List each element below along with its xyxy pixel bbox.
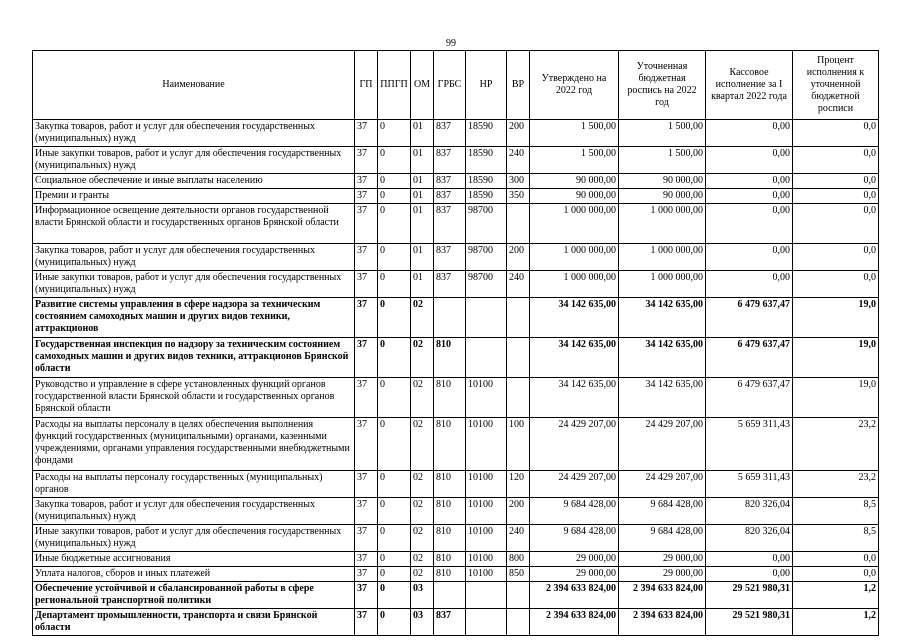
cell-approved: 29 000,00 bbox=[530, 567, 619, 582]
cell-gp: 37 bbox=[355, 471, 378, 498]
cell-percent: 0,0 bbox=[793, 147, 879, 174]
cell-refined: 29 000,00 bbox=[619, 552, 706, 567]
cell-pgp: 0 bbox=[378, 244, 411, 271]
cell-refined: 1 000 000,00 bbox=[619, 204, 706, 244]
cell-approved: 90 000,00 bbox=[530, 189, 619, 204]
cell-gp: 37 bbox=[355, 244, 378, 271]
cell-cash: 5 659 311,43 bbox=[706, 471, 793, 498]
header-np: НР bbox=[466, 51, 507, 120]
table-row bbox=[33, 609, 879, 636]
cell-pgp: 0 bbox=[378, 271, 411, 298]
table-header-row bbox=[33, 51, 879, 120]
cell-vr bbox=[507, 609, 530, 636]
cell-om: 03 bbox=[411, 582, 434, 609]
cell-approved: 9 684 428,00 bbox=[530, 498, 619, 525]
budget-table bbox=[32, 50, 879, 636]
cell-refined: 29 000,00 bbox=[619, 567, 706, 582]
table-row bbox=[33, 298, 879, 338]
cell-om: 02 bbox=[411, 552, 434, 567]
cell-vr: 200 bbox=[507, 120, 530, 147]
cell-grbs: 810 bbox=[434, 567, 466, 582]
cell-np: 98700 bbox=[466, 204, 507, 244]
cell-percent: 1,2 bbox=[793, 582, 879, 609]
cell-name: Иные закупки товаров, работ и услуг для обеспечения государственных (муниципальных) нужд bbox=[33, 525, 355, 552]
cell-pgp: 0 bbox=[378, 204, 411, 244]
cell-np: 10100 bbox=[466, 378, 507, 418]
cell-cash: 0,00 bbox=[706, 552, 793, 567]
cell-np: 10100 bbox=[466, 567, 507, 582]
cell-np bbox=[466, 582, 507, 609]
table-row bbox=[33, 189, 879, 204]
table-body bbox=[33, 120, 879, 636]
cell-np: 10100 bbox=[466, 498, 507, 525]
cell-vr bbox=[507, 378, 530, 418]
cell-name: Руководство и управление в сфере установленных функций органов государственной власти Брянской области и государственных органов Брянской области bbox=[33, 378, 355, 418]
cell-grbs: 837 bbox=[434, 609, 466, 636]
header-pgp: ППГП bbox=[378, 51, 411, 120]
header-om: ОМ bbox=[411, 51, 434, 120]
cell-vr: 240 bbox=[507, 271, 530, 298]
cell-gp: 37 bbox=[355, 525, 378, 552]
cell-approved: 1 000 000,00 bbox=[530, 271, 619, 298]
cell-approved: 24 429 207,00 bbox=[530, 418, 619, 471]
cell-om: 02 bbox=[411, 498, 434, 525]
cell-grbs: 810 bbox=[434, 498, 466, 525]
cell-percent: 8,5 bbox=[793, 498, 879, 525]
cell-np: 98700 bbox=[466, 244, 507, 271]
cell-cash: 0,00 bbox=[706, 244, 793, 271]
header-name: Наименование bbox=[33, 51, 355, 120]
cell-np: 18590 bbox=[466, 147, 507, 174]
cell-grbs bbox=[434, 298, 466, 338]
table-row bbox=[33, 582, 879, 609]
cell-name: Уплата налогов, сборов и иных платежей bbox=[33, 567, 355, 582]
cell-np bbox=[466, 298, 507, 338]
cell-om: 01 bbox=[411, 271, 434, 298]
cell-np: 98700 bbox=[466, 271, 507, 298]
cell-name: Государственная инспекция по надзору за техническим состоянием самоходных машин и других видов техники, аттракционов Брянской области bbox=[33, 338, 355, 378]
cell-approved: 2 394 633 824,00 bbox=[530, 582, 619, 609]
cell-om: 01 bbox=[411, 244, 434, 271]
cell-refined: 34 142 635,00 bbox=[619, 338, 706, 378]
cell-np: 10100 bbox=[466, 552, 507, 567]
cell-percent: 19,0 bbox=[793, 378, 879, 418]
table-row bbox=[33, 418, 879, 471]
cell-om: 01 bbox=[411, 204, 434, 244]
cell-name: Расходы на выплаты персоналу государственных (муниципальных) органов bbox=[33, 471, 355, 498]
cell-name: Развитие системы управления в сфере надзора за техническим состоянием самоходных машин и других видов техники, аттракционов bbox=[33, 298, 355, 338]
cell-refined: 90 000,00 bbox=[619, 189, 706, 204]
cell-name: Департамент промышленности, транспорта и связи Брянской области bbox=[33, 609, 355, 636]
cell-om: 01 bbox=[411, 120, 434, 147]
cell-approved: 34 142 635,00 bbox=[530, 338, 619, 378]
cell-pgp: 0 bbox=[378, 498, 411, 525]
cell-approved: 24 429 207,00 bbox=[530, 471, 619, 498]
cell-cash: 0,00 bbox=[706, 147, 793, 174]
table-row bbox=[33, 204, 879, 244]
cell-cash: 820 326,04 bbox=[706, 525, 793, 552]
cell-vr: 850 bbox=[507, 567, 530, 582]
cell-percent: 0,0 bbox=[793, 552, 879, 567]
cell-name: Обеспечение устойчивой и сбалансированной работы в сфере региональной транспортной политики bbox=[33, 582, 355, 609]
cell-cash: 6 479 637,47 bbox=[706, 378, 793, 418]
cell-pgp: 0 bbox=[378, 378, 411, 418]
cell-approved: 2 394 633 824,00 bbox=[530, 609, 619, 636]
cell-vr bbox=[507, 204, 530, 244]
cell-percent: 0,0 bbox=[793, 174, 879, 189]
cell-percent: 23,2 bbox=[793, 418, 879, 471]
cell-approved: 90 000,00 bbox=[530, 174, 619, 189]
header-percent: Процент исполнения к уточненной бюджетной росписи bbox=[793, 51, 879, 120]
cell-grbs: 810 bbox=[434, 418, 466, 471]
cell-percent: 23,2 bbox=[793, 471, 879, 498]
cell-percent: 0,0 bbox=[793, 204, 879, 244]
cell-om: 02 bbox=[411, 298, 434, 338]
header-cash: Кассовое исполнение за I квартал 2022 года bbox=[706, 51, 793, 120]
cell-np bbox=[466, 338, 507, 378]
cell-pgp: 0 bbox=[378, 471, 411, 498]
cell-om: 02 bbox=[411, 525, 434, 552]
cell-name: Закупка товаров, работ и услуг для обеспечения государственных (муниципальных) нужд bbox=[33, 244, 355, 271]
cell-vr bbox=[507, 582, 530, 609]
cell-refined: 1 000 000,00 bbox=[619, 244, 706, 271]
cell-grbs bbox=[434, 582, 466, 609]
table-row bbox=[33, 378, 879, 418]
cell-grbs: 810 bbox=[434, 378, 466, 418]
cell-percent: 0,0 bbox=[793, 120, 879, 147]
cell-np: 18590 bbox=[466, 174, 507, 189]
cell-name: Иные закупки товаров, работ и услуг для обеспечения государственных (муниципальных) нужд bbox=[33, 271, 355, 298]
cell-refined: 2 394 633 824,00 bbox=[619, 609, 706, 636]
cell-percent: 8,5 bbox=[793, 525, 879, 552]
cell-vr: 200 bbox=[507, 498, 530, 525]
cell-om: 01 bbox=[411, 189, 434, 204]
cell-np bbox=[466, 609, 507, 636]
cell-np: 18590 bbox=[466, 120, 507, 147]
cell-gp: 37 bbox=[355, 174, 378, 189]
cell-approved: 34 142 635,00 bbox=[530, 378, 619, 418]
cell-gp: 37 bbox=[355, 567, 378, 582]
table-row bbox=[33, 174, 879, 189]
cell-refined: 9 684 428,00 bbox=[619, 525, 706, 552]
table-row bbox=[33, 525, 879, 552]
cell-gp: 37 bbox=[355, 609, 378, 636]
cell-pgp: 0 bbox=[378, 189, 411, 204]
cell-refined: 1 000 000,00 bbox=[619, 271, 706, 298]
cell-vr bbox=[507, 338, 530, 378]
cell-percent: 0,0 bbox=[793, 189, 879, 204]
cell-vr: 120 bbox=[507, 471, 530, 498]
cell-refined: 24 429 207,00 bbox=[619, 471, 706, 498]
table-row bbox=[33, 338, 879, 378]
cell-om: 02 bbox=[411, 418, 434, 471]
cell-om: 02 bbox=[411, 378, 434, 418]
cell-pgp: 0 bbox=[378, 338, 411, 378]
cell-percent: 19,0 bbox=[793, 298, 879, 338]
cell-cash: 5 659 311,43 bbox=[706, 418, 793, 471]
cell-cash: 0,00 bbox=[706, 567, 793, 582]
cell-name: Информационное освещение деятельности органов государственной власти Брянской области и государственных органов Брянской области bbox=[33, 204, 355, 244]
cell-vr: 300 bbox=[507, 174, 530, 189]
cell-percent: 19,0 bbox=[793, 338, 879, 378]
cell-percent: 0,0 bbox=[793, 244, 879, 271]
cell-percent: 0,0 bbox=[793, 271, 879, 298]
cell-grbs: 810 bbox=[434, 552, 466, 567]
header-vr: ВР bbox=[507, 51, 530, 120]
cell-om: 01 bbox=[411, 147, 434, 174]
table-row bbox=[33, 244, 879, 271]
table-row bbox=[33, 147, 879, 174]
table-row bbox=[33, 120, 879, 147]
cell-name: Закупка товаров, работ и услуг для обеспечения государственных (муниципальных) нужд bbox=[33, 120, 355, 147]
cell-gp: 37 bbox=[355, 552, 378, 567]
cell-gp: 37 bbox=[355, 378, 378, 418]
cell-gp: 37 bbox=[355, 204, 378, 244]
cell-vr: 350 bbox=[507, 189, 530, 204]
cell-pgp: 0 bbox=[378, 298, 411, 338]
cell-pgp: 0 bbox=[378, 609, 411, 636]
cell-vr: 240 bbox=[507, 525, 530, 552]
cell-om: 02 bbox=[411, 338, 434, 378]
cell-gp: 37 bbox=[355, 338, 378, 378]
header-approved: Утверждено на 2022 год bbox=[530, 51, 619, 120]
cell-vr bbox=[507, 298, 530, 338]
cell-gp: 37 bbox=[355, 418, 378, 471]
cell-gp: 37 bbox=[355, 298, 378, 338]
cell-np: 18590 bbox=[466, 189, 507, 204]
cell-grbs: 810 bbox=[434, 525, 466, 552]
cell-refined: 9 684 428,00 bbox=[619, 498, 706, 525]
header-refined: Уточненная бюджетная роспись на 2022 год bbox=[619, 51, 706, 120]
cell-cash: 6 479 637,47 bbox=[706, 298, 793, 338]
cell-refined: 34 142 635,00 bbox=[619, 378, 706, 418]
cell-name: Закупка товаров, работ и услуг для обеспечения государственных (муниципальных) нужд bbox=[33, 498, 355, 525]
cell-approved: 1 500,00 bbox=[530, 147, 619, 174]
cell-grbs: 810 bbox=[434, 338, 466, 378]
cell-pgp: 0 bbox=[378, 418, 411, 471]
cell-name: Расходы на выплаты персоналу в целях обеспечения выполнения функций государственных (муниципальными) органами, казенными учреждениями, органами управления государственными внебюджетными фондами bbox=[33, 418, 355, 471]
cell-pgp: 0 bbox=[378, 525, 411, 552]
cell-approved: 1 000 000,00 bbox=[530, 204, 619, 244]
cell-np: 10100 bbox=[466, 418, 507, 471]
header-grbs: ГРБС bbox=[434, 51, 466, 120]
cell-cash: 6 479 637,47 bbox=[706, 338, 793, 378]
cell-approved: 1 000 000,00 bbox=[530, 244, 619, 271]
cell-cash: 0,00 bbox=[706, 204, 793, 244]
cell-cash: 0,00 bbox=[706, 174, 793, 189]
cell-np: 10100 bbox=[466, 525, 507, 552]
cell-grbs: 837 bbox=[434, 189, 466, 204]
cell-vr: 240 bbox=[507, 147, 530, 174]
cell-pgp: 0 bbox=[378, 147, 411, 174]
cell-name: Социальное обеспечение и иные выплаты населению bbox=[33, 174, 355, 189]
cell-cash: 29 521 980,31 bbox=[706, 609, 793, 636]
cell-approved: 34 142 635,00 bbox=[530, 298, 619, 338]
cell-gp: 37 bbox=[355, 120, 378, 147]
cell-grbs: 837 bbox=[434, 244, 466, 271]
cell-approved: 1 500,00 bbox=[530, 120, 619, 147]
cell-approved: 9 684 428,00 bbox=[530, 525, 619, 552]
cell-vr: 200 bbox=[507, 244, 530, 271]
cell-grbs: 837 bbox=[434, 147, 466, 174]
cell-gp: 37 bbox=[355, 271, 378, 298]
cell-cash: 0,00 bbox=[706, 120, 793, 147]
cell-cash: 0,00 bbox=[706, 271, 793, 298]
table-row bbox=[33, 567, 879, 582]
cell-refined: 34 142 635,00 bbox=[619, 298, 706, 338]
cell-om: 02 bbox=[411, 471, 434, 498]
cell-name: Премии и гранты bbox=[33, 189, 355, 204]
cell-cash: 0,00 bbox=[706, 189, 793, 204]
cell-grbs: 837 bbox=[434, 204, 466, 244]
cell-gp: 37 bbox=[355, 147, 378, 174]
cell-grbs: 837 bbox=[434, 120, 466, 147]
header-gp: ГП bbox=[355, 51, 378, 120]
cell-grbs: 837 bbox=[434, 271, 466, 298]
cell-vr: 800 bbox=[507, 552, 530, 567]
table-row bbox=[33, 498, 879, 525]
cell-cash: 29 521 980,31 bbox=[706, 582, 793, 609]
cell-om: 02 bbox=[411, 567, 434, 582]
cell-refined: 24 429 207,00 bbox=[619, 418, 706, 471]
cell-pgp: 0 bbox=[378, 582, 411, 609]
cell-name: Иные бюджетные ассигнования bbox=[33, 552, 355, 567]
cell-pgp: 0 bbox=[378, 120, 411, 147]
cell-om: 03 bbox=[411, 609, 434, 636]
cell-grbs: 837 bbox=[434, 174, 466, 189]
cell-gp: 37 bbox=[355, 189, 378, 204]
cell-name: Иные закупки товаров, работ и услуг для обеспечения государственных (муниципальных) нужд bbox=[33, 147, 355, 174]
cell-gp: 37 bbox=[355, 498, 378, 525]
cell-om: 01 bbox=[411, 174, 434, 189]
cell-vr: 100 bbox=[507, 418, 530, 471]
page-number: 99 bbox=[446, 38, 456, 49]
cell-pgp: 0 bbox=[378, 174, 411, 189]
cell-refined: 1 500,00 bbox=[619, 120, 706, 147]
cell-gp: 37 bbox=[355, 582, 378, 609]
cell-np: 10100 bbox=[466, 471, 507, 498]
cell-percent: 0,0 bbox=[793, 567, 879, 582]
cell-pgp: 0 bbox=[378, 552, 411, 567]
cell-refined: 90 000,00 bbox=[619, 174, 706, 189]
cell-cash: 820 326,04 bbox=[706, 498, 793, 525]
cell-percent: 1,2 bbox=[793, 609, 879, 636]
cell-grbs: 810 bbox=[434, 471, 466, 498]
table-row bbox=[33, 271, 879, 298]
cell-refined: 1 500,00 bbox=[619, 147, 706, 174]
cell-approved: 29 000,00 bbox=[530, 552, 619, 567]
table-row bbox=[33, 552, 879, 567]
cell-refined: 2 394 633 824,00 bbox=[619, 582, 706, 609]
cell-pgp: 0 bbox=[378, 567, 411, 582]
table-row bbox=[33, 471, 879, 498]
